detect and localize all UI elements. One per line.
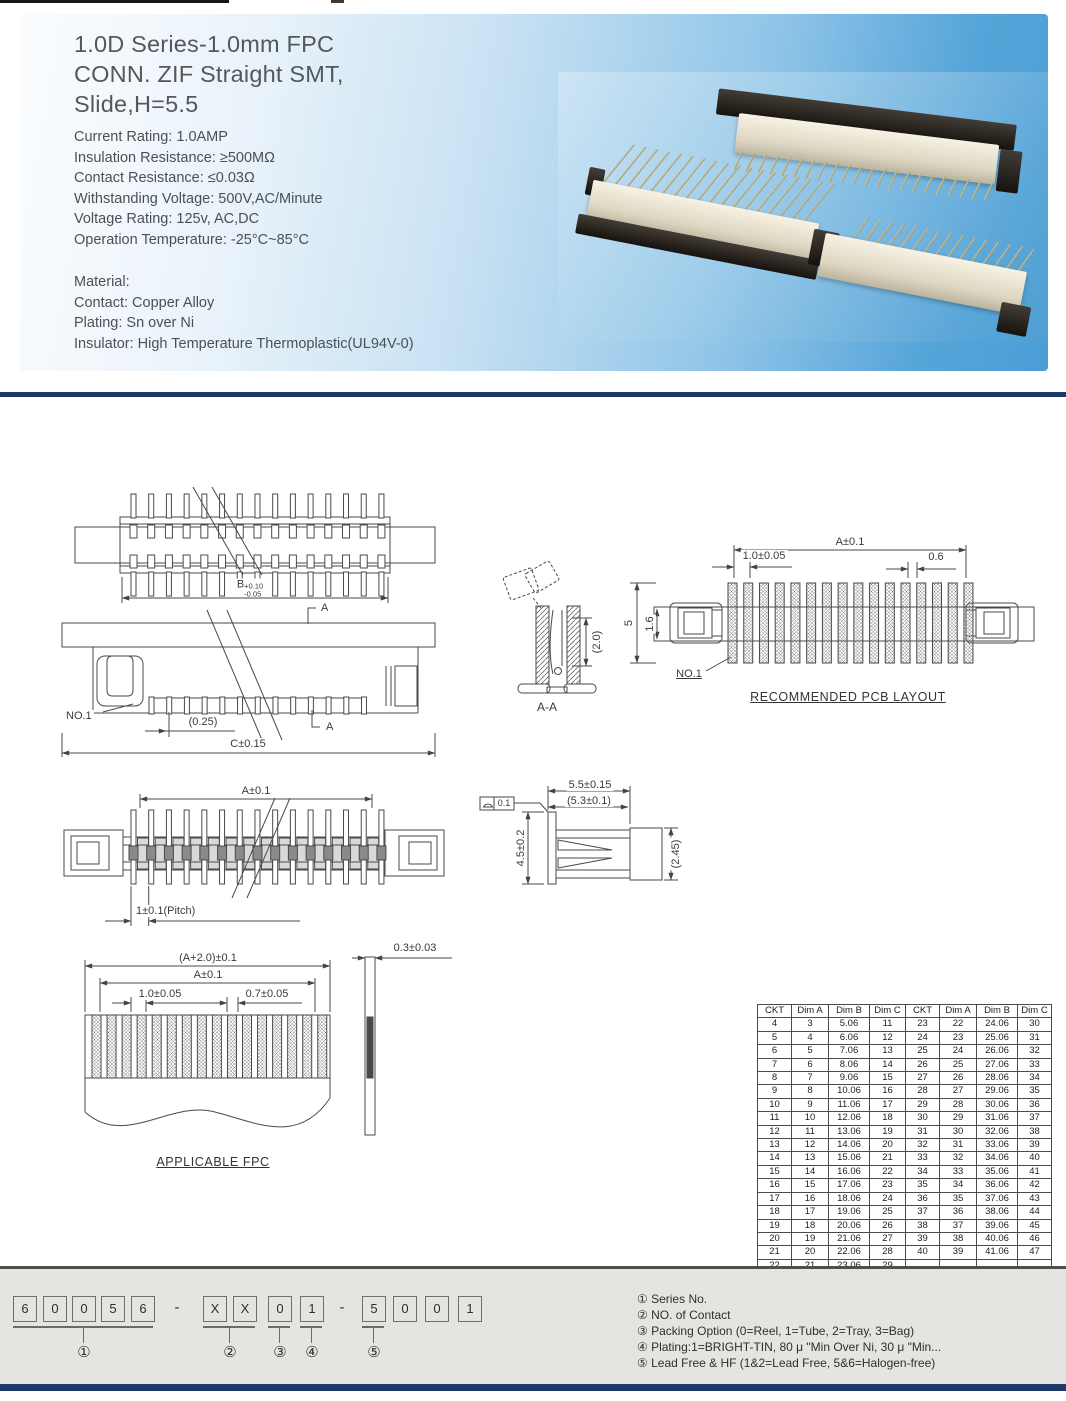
col-header: Dim A: [792, 1005, 829, 1018]
table-row: 14 13 15.06 21 33 32 34.06 40: [758, 1152, 1052, 1165]
pn-box: 1: [458, 1296, 482, 1322]
drawing-pcb-layout: [630, 545, 1034, 671]
col-header: CKT: [758, 1005, 792, 1018]
legend-line-2: ② NO. of Contact: [637, 1308, 731, 1322]
material-line: Material:: [74, 274, 130, 290]
legend-line-1: ① Series No.: [637, 1292, 708, 1306]
table-row: 4 3 5.06 11 23 22 24.06 30: [758, 1018, 1052, 1031]
pn-box: X: [233, 1296, 257, 1322]
section-aa-label: A-A: [536, 700, 558, 714]
pn-callout-leader: [373, 1328, 374, 1343]
front-view-no1-label: NO.1: [66, 710, 92, 722]
col-header: Dim C: [870, 1005, 906, 1018]
pn-callout-5: ⑤: [367, 1344, 381, 1361]
ckt-dimension-table: [757, 1004, 1052, 1273]
pn-box: 6: [13, 1296, 37, 1322]
pn-box: 5: [362, 1296, 386, 1322]
table-row: 21 20 22.06 28 40 39 41.06 47: [758, 1246, 1052, 1259]
pn-callout-4: ④: [305, 1344, 319, 1361]
table-row: 17 16 18.06 24 36 35 37.06 43: [758, 1192, 1052, 1205]
scan-edge-mark-2: [331, 0, 344, 3]
drawing-fpc: [85, 957, 452, 1135]
table-row: 5 4 6.06 12 24 23 25.06 31: [758, 1031, 1052, 1044]
material-list: [74, 272, 414, 354]
col-header: Dim B: [829, 1005, 870, 1018]
drawing-front-view: [62, 608, 435, 757]
pn-box: 0: [43, 1296, 67, 1322]
table-row: 13 12 14.06 20 32 31 33.06 39: [758, 1139, 1052, 1152]
pn-callout-leader: [279, 1328, 280, 1343]
spec-list: [74, 127, 323, 251]
scan-edge-mark: [0, 0, 229, 3]
title-line: Slide,H=5.5: [74, 90, 199, 117]
title-line: 1.0D Series-1.0mm FPC: [74, 31, 335, 57]
legend-line-3: ③ Packing Option (0=Reel, 1=Tube, 2=Tray, 3=Bag): [637, 1324, 915, 1338]
col-header: Dim C: [1018, 1005, 1052, 1018]
side-inner-width-label: (5.3±0.1): [567, 795, 611, 807]
table-row: 16 15 17.06 23 35 34 36.06 42: [758, 1179, 1052, 1192]
dim-b-base: B: [236, 578, 245, 591]
pitch-label: 1±0.1(Pitch): [136, 905, 196, 917]
ckt-table-body: [758, 1018, 1052, 1273]
pcb-pitch-label: 1.0±0.05: [742, 550, 786, 562]
material-line: Contact: Copper Alloy: [74, 294, 215, 311]
footer-rule: [0, 1384, 1066, 1391]
pn-callout-leader: [229, 1328, 230, 1343]
table-row: 12 11 13.06 19 31 30 32.06 38: [758, 1125, 1052, 1138]
pn-box: X: [203, 1296, 227, 1322]
fpc-dim-a-label: A±0.1: [193, 969, 223, 981]
page-title: [74, 30, 344, 119]
col-header: Dim A: [940, 1005, 977, 1018]
dim-c-label: C±0.15: [230, 738, 266, 750]
table-row: 8 7 9.06 15 27 26 28.06 34: [758, 1072, 1052, 1085]
pcb-no1-label: NO.1: [676, 668, 702, 680]
spec-line: Withstanding Voltage: 500V,AC/Minute: [74, 190, 323, 207]
side-height-label: 4.5±0.2: [515, 829, 527, 867]
drawing-section-aa: [503, 560, 596, 693]
spec-line: Contact Resistance: ≤0.03Ω: [74, 170, 255, 187]
table-header-row: [758, 1005, 1052, 1018]
spec-line: Insulation Resistance: ≥500MΩ: [74, 149, 275, 166]
spec-line: Current Rating: 1.0AMP: [74, 129, 228, 145]
contact-width-label: (0.25): [188, 716, 218, 728]
dim-b-sub: -0.05: [244, 589, 262, 598]
pn-callout-3: ③: [273, 1344, 287, 1361]
side-depth-label: (2.45): [670, 839, 682, 869]
table-row: 15 14 16.06 22 34 33 35.06 41: [758, 1165, 1052, 1178]
divider-rule: [0, 392, 1066, 397]
legend-line-5: ⑤ Lead Free & HF (1&2=Lead Free, 5&6=Halogen-free): [637, 1356, 936, 1370]
pn-separator: -: [174, 1299, 180, 1316]
table-row: 7 6 8.06 14 26 25 27.06 33: [758, 1058, 1052, 1071]
pn-box: 0: [425, 1296, 449, 1322]
pitch-view-dim-a-label: A±0.1: [241, 785, 271, 797]
fpc-thickness-label: 0.3±0.03: [393, 942, 437, 954]
title-line: CONN. ZIF Straight SMT,: [74, 60, 344, 87]
pn-callout-leader: [83, 1328, 84, 1343]
pn-box: 6: [131, 1296, 155, 1322]
drawing-pitch-view: [64, 794, 444, 926]
spec-line: Voltage Rating: 125v, AC,DC: [74, 211, 260, 228]
dim-b-composite: [235, 579, 265, 598]
product-photo: [558, 72, 1048, 342]
pn-separator: -: [339, 1299, 345, 1316]
pcb-slot-height-label: 1.6: [644, 616, 656, 632]
pcb-dim-a-label: A±0.1: [835, 536, 865, 548]
section-a-bottom-label: A: [326, 721, 334, 733]
side-width-label: 5.5±0.15: [568, 779, 612, 791]
material-line: Insulator: High Temperature Thermoplastic(UL94V-0): [74, 335, 414, 352]
pn-box: 0: [268, 1296, 292, 1322]
section-depth-label: (2.0): [591, 630, 603, 654]
legend-line-4: ④ Plating:1=BRIGHT-TIN, 80 μ "Min Over Ni, 30 μ "Min...: [637, 1340, 942, 1354]
pcb-pad-length-label: 5: [623, 619, 635, 627]
pn-callout-2: ②: [223, 1344, 237, 1361]
fpc-overall-label: (A+2.0)±0.1: [179, 952, 237, 964]
table-row: 6 5 7.06 13 25 24 26.06 32: [758, 1045, 1052, 1058]
table-row: 19 18 20.06 26 38 37 39.06 45: [758, 1219, 1052, 1232]
pn-callout-1: ①: [77, 1344, 91, 1361]
header-panel: [20, 14, 1048, 371]
pcb-pad-width-label: 0.6: [928, 551, 944, 563]
col-header: CKT: [906, 1005, 940, 1018]
col-header: Dim B: [977, 1005, 1018, 1018]
spec-line: Operation Temperature: -25°C~85°C: [74, 231, 309, 248]
pn-box: 5: [101, 1296, 125, 1322]
material-line: Plating: Sn over Ni: [74, 315, 195, 332]
fpc-pad-label: 0.7±0.05: [245, 988, 289, 1000]
table-row: 20 19 21.06 27 39 38 40.06 46: [758, 1232, 1052, 1245]
flatness-value: 0.1: [497, 798, 511, 808]
section-a-top-label: A: [321, 602, 329, 614]
fpc-pitch-label: 1.0±0.05: [138, 988, 182, 1000]
table-row: 10 9 11.06 17 29 28 30.06 36: [758, 1098, 1052, 1111]
table-row: 11 10 12.06 18 30 29 31.06 37: [758, 1112, 1052, 1125]
table-row: 18 17 19.06 25 37 36 38.06 44: [758, 1206, 1052, 1219]
pn-callout-leader: [311, 1328, 312, 1343]
pcb-layout-title: RECOMMENDED PCB LAYOUT: [750, 690, 946, 704]
fpc-title: APPLICABLE FPC: [156, 1155, 270, 1169]
pn-box: 0: [72, 1296, 96, 1322]
table-row: 9 8 10.06 16 28 27 29.06 35: [758, 1085, 1052, 1098]
connector-photo-right: [797, 203, 1045, 363]
dim-b-sup: +0.10: [244, 581, 264, 591]
pn-box: 1: [300, 1296, 324, 1322]
pn-box: 0: [393, 1296, 417, 1322]
